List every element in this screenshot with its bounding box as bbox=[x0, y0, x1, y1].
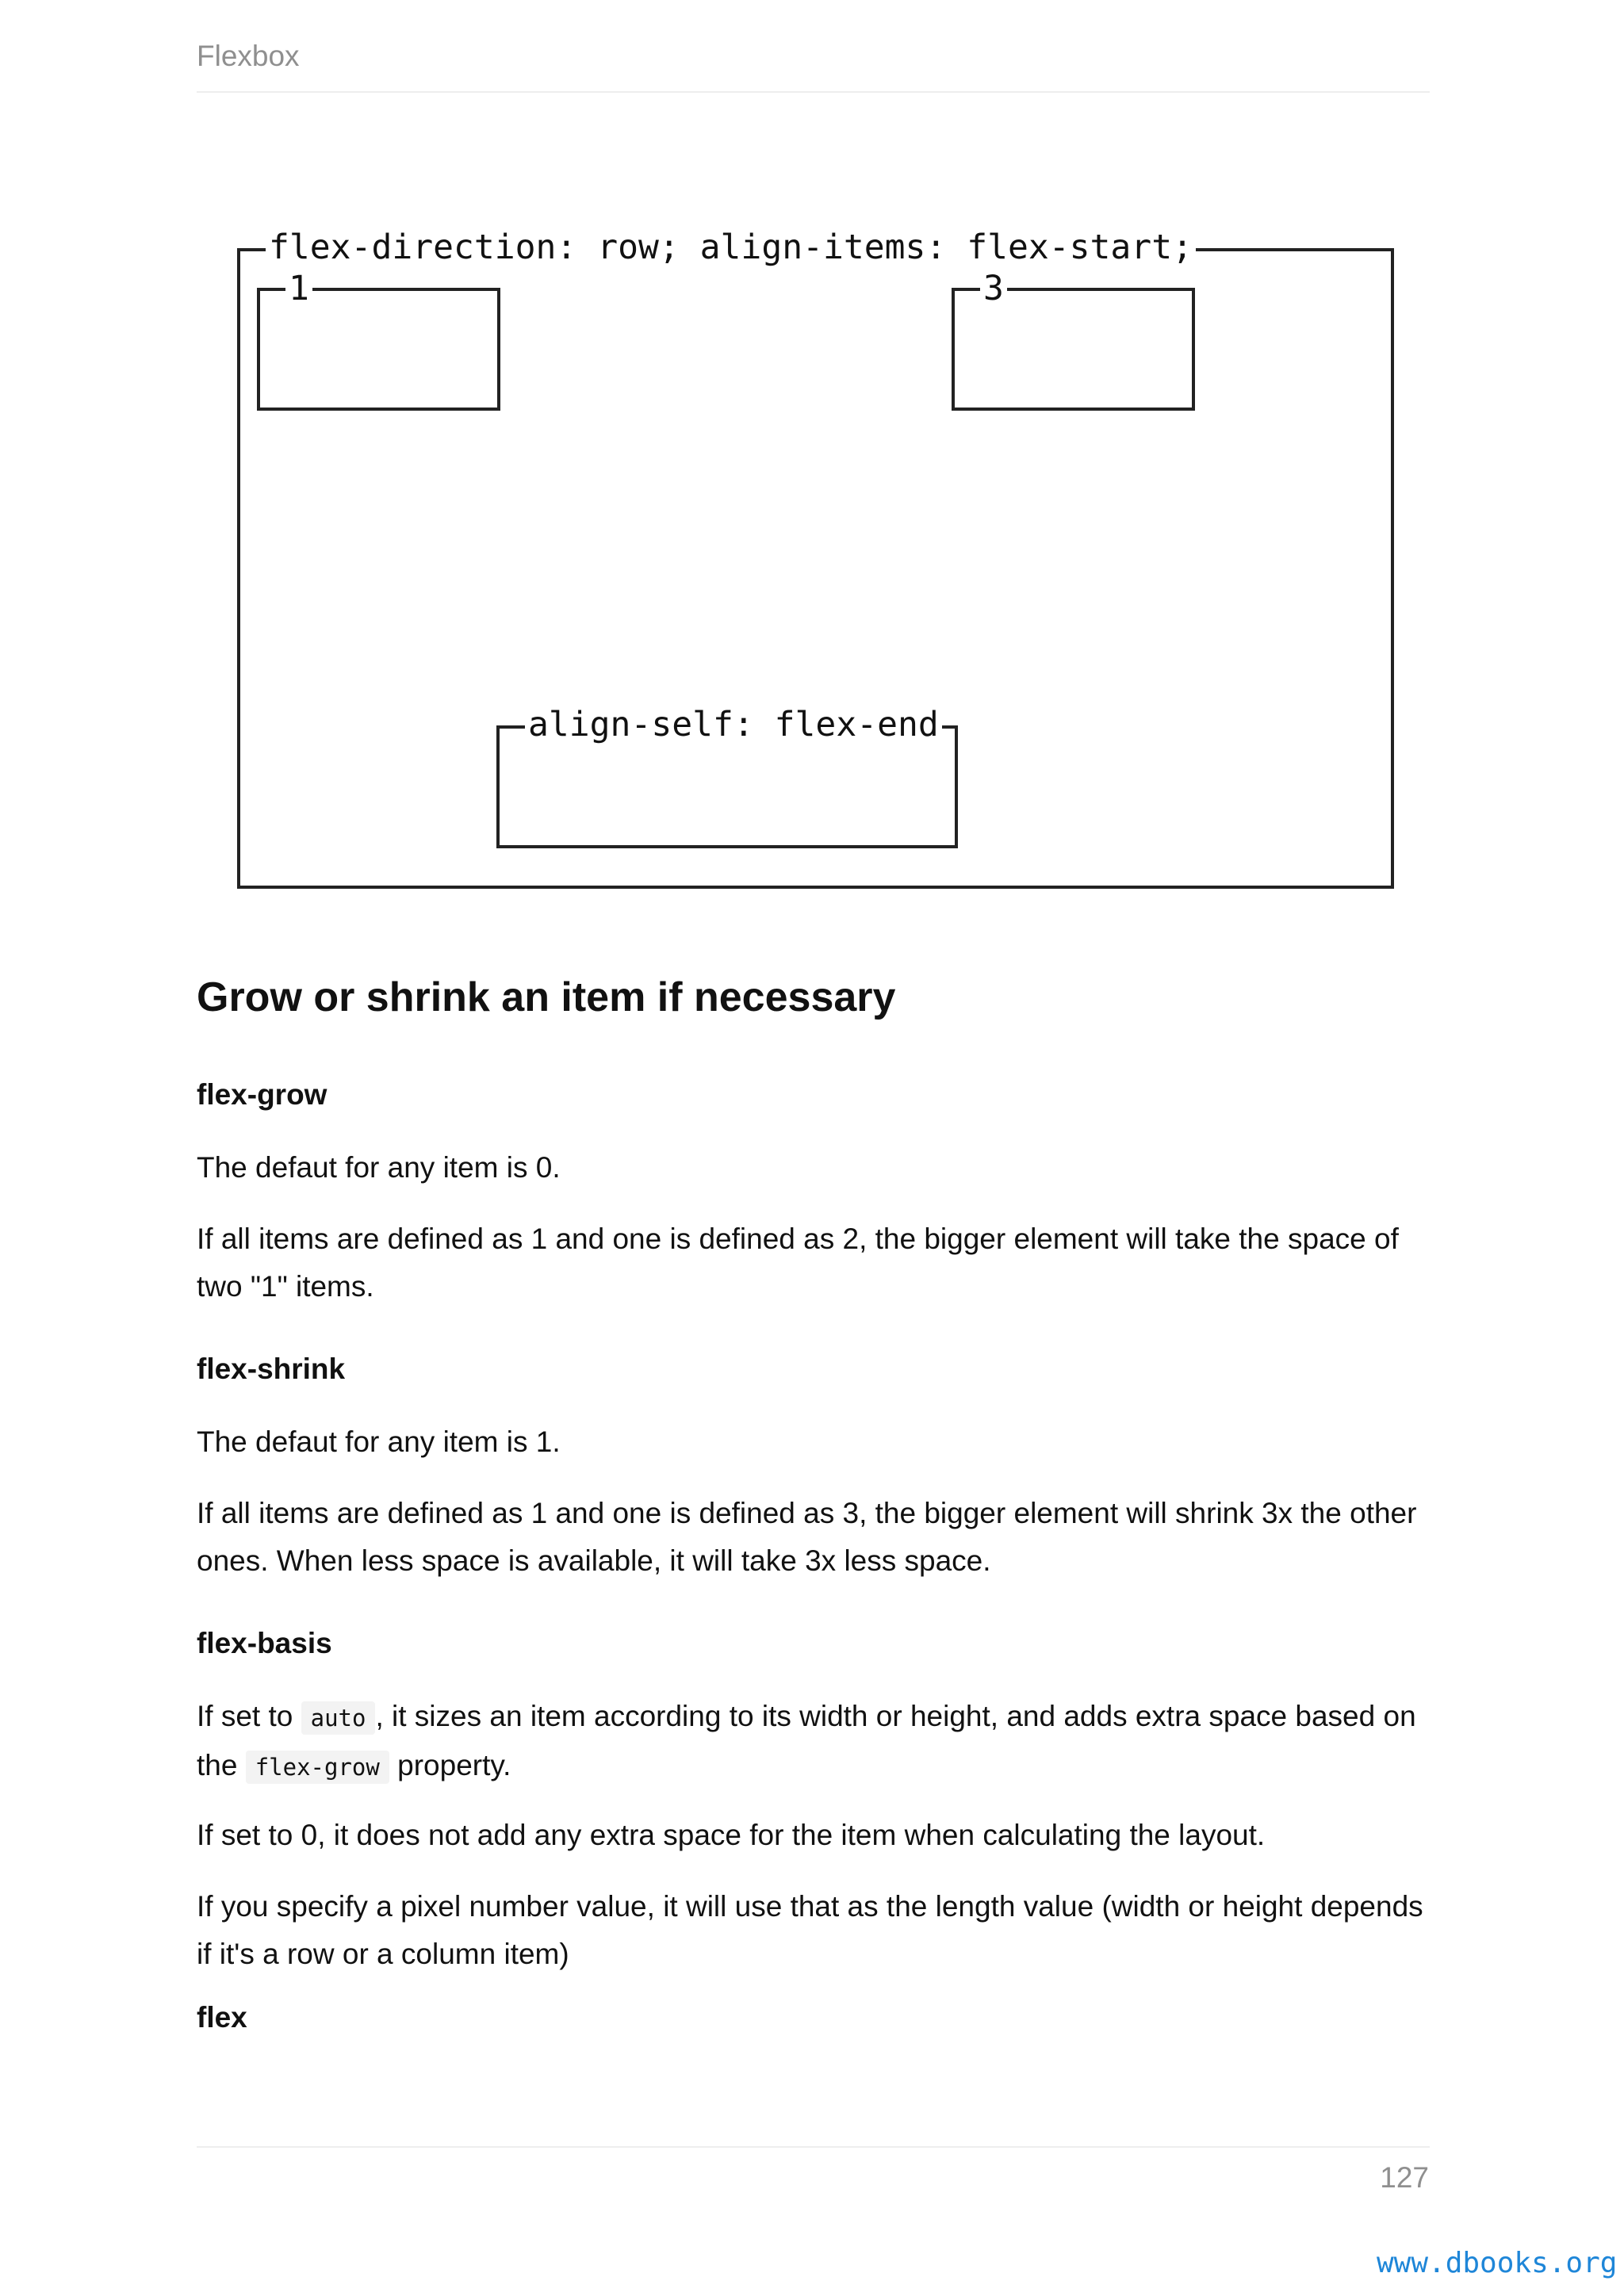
flex-basis-p3-line1: If you specify a pixel number value, it will use that as the length value (width or height depends bbox=[197, 1890, 1423, 1923]
flex-basis-p1-text: If set to bbox=[197, 1700, 301, 1732]
flex-basis-p1-text-cont: , it sizes an item according to its width or height, and adds extra space based on bbox=[375, 1700, 1416, 1732]
flex-shrink-description-line2: ones. When less space is available, it will take 3x less space. bbox=[197, 1544, 991, 1577]
flex-basis-p3-line2: if it's a row or a column item) bbox=[197, 1938, 569, 1970]
flexbox-diagram bbox=[0, 0, 1624, 951]
flex-container-label: flex-direction: row; align-items: flex-start; bbox=[266, 228, 1196, 266]
flex-grow-description-line2: two "1" items. bbox=[197, 1270, 374, 1303]
flex-shrink-default: The defaut for any item is 1. bbox=[197, 1425, 561, 1458]
flex-grow-description bbox=[197, 1215, 1434, 1311]
flex-heading: flex bbox=[197, 2001, 247, 2034]
flex-basis-pixel-description bbox=[197, 1883, 1434, 1978]
flex-basis-p1-line2-post: property. bbox=[389, 1749, 511, 1781]
flex-shrink-description-line1: If all items are defined as 1 and one is defined as 3, the bigger element will shrink 3x the other bbox=[197, 1497, 1417, 1529]
footer-divider bbox=[197, 2146, 1430, 2148]
flex-basis-p1-line2-pre: the bbox=[197, 1749, 246, 1781]
flex-item-2-label: align-self: flex-end bbox=[525, 706, 942, 744]
section-title: Grow or shrink an item if necessary bbox=[197, 974, 896, 1020]
code-flex-grow: flex-grow bbox=[246, 1751, 389, 1784]
flex-basis-zero-description: If set to 0, it does not add any extra space for the item when calculating the layout. bbox=[197, 1819, 1266, 1851]
page-number: 127 bbox=[1380, 2161, 1429, 2194]
running-header: Flexbox bbox=[197, 40, 300, 72]
flex-grow-description-line1: If all items are defined as 1 and one is defined as 2, the bigger element will take the space of bbox=[197, 1223, 1399, 1255]
watermark-link[interactable]: www.dbooks.org bbox=[1377, 2247, 1618, 2279]
flex-grow-heading: flex-grow bbox=[197, 1078, 327, 1111]
flex-grow-default: The defaut for any item is 0. bbox=[197, 1151, 561, 1184]
code-auto: auto bbox=[301, 1701, 376, 1735]
flex-basis-heading: flex-basis bbox=[197, 1627, 332, 1659]
flex-shrink-description bbox=[197, 1490, 1434, 1585]
flex-shrink-heading: flex-shrink bbox=[197, 1353, 346, 1385]
flex-item-1-label: 1 bbox=[285, 270, 312, 308]
flex-item-3-label: 3 bbox=[980, 270, 1007, 308]
flex-basis-auto-description bbox=[197, 1693, 1434, 1791]
